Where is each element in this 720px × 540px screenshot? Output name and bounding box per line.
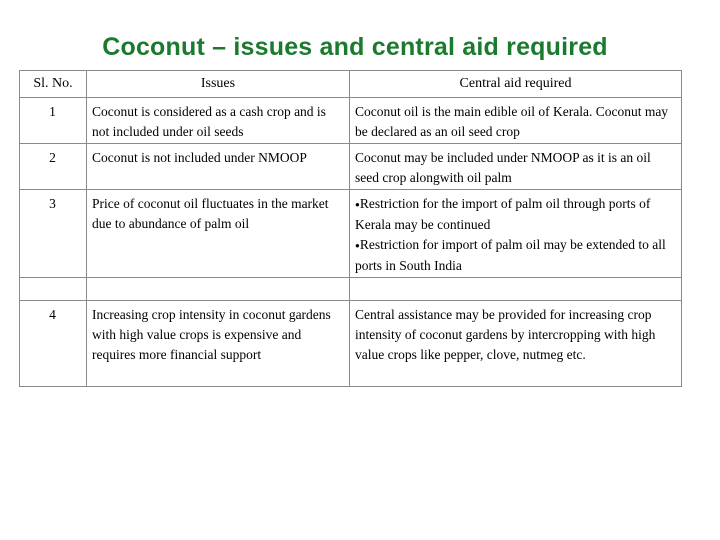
page-title: Coconut – issues and central aid required <box>102 33 608 61</box>
aid-bullet-text: Restriction for import of palm oil may be extended to all ports in South India <box>355 236 666 273</box>
empty-cell <box>87 277 350 300</box>
bullet-icon: ● <box>355 240 360 250</box>
header-central-aid: Central aid required <box>350 71 682 98</box>
aid-bullet <box>355 235 675 276</box>
aid-cell: Coconut oil is the main edible oil of Kerala. Coconut may be declared as an oil seed crop <box>350 98 682 144</box>
aid-bullet-text: Restriction for the import of palm oil through ports of Kerala may be continued <box>355 196 651 232</box>
header-issues: Issues <box>87 71 350 98</box>
empty-cell <box>350 277 682 300</box>
row-number: 2 <box>20 144 87 190</box>
row-number: 4 <box>20 300 87 386</box>
row-number: 1 <box>20 98 87 144</box>
empty-cell <box>20 277 87 300</box>
issue-cell: Coconut is considered as a cash crop and is not included under oil seeds <box>87 98 350 144</box>
bullet-icon: ● <box>355 199 360 209</box>
aid-bullet <box>355 194 675 235</box>
aid-cell: Central assistance may be provided for increasing crop intensity of coconut gardens by intercropping with high value crops like pepper, clove, nutmeg etc. <box>350 300 682 386</box>
issue-cell: Coconut is not included under NMOOP <box>87 144 350 190</box>
table-row <box>20 300 682 386</box>
table-row <box>20 190 682 278</box>
aid-cell: Coconut may be included under NMOOP as it is an oil seed crop alongwith oil palm <box>350 144 682 190</box>
empty-row <box>20 277 682 300</box>
issues-table <box>19 70 682 387</box>
table-header-row <box>20 71 682 98</box>
issue-cell: Increasing crop intensity in coconut gardens with high value crops is expensive and requires more financial support <box>87 300 350 386</box>
table-row <box>20 144 682 190</box>
header-sl-no: Sl. No. <box>20 71 87 98</box>
issue-cell: Price of coconut oil fluctuates in the market due to abundance of palm oil <box>87 190 350 278</box>
row-number: 3 <box>20 190 87 278</box>
table-row <box>20 98 682 144</box>
aid-cell <box>350 190 682 278</box>
